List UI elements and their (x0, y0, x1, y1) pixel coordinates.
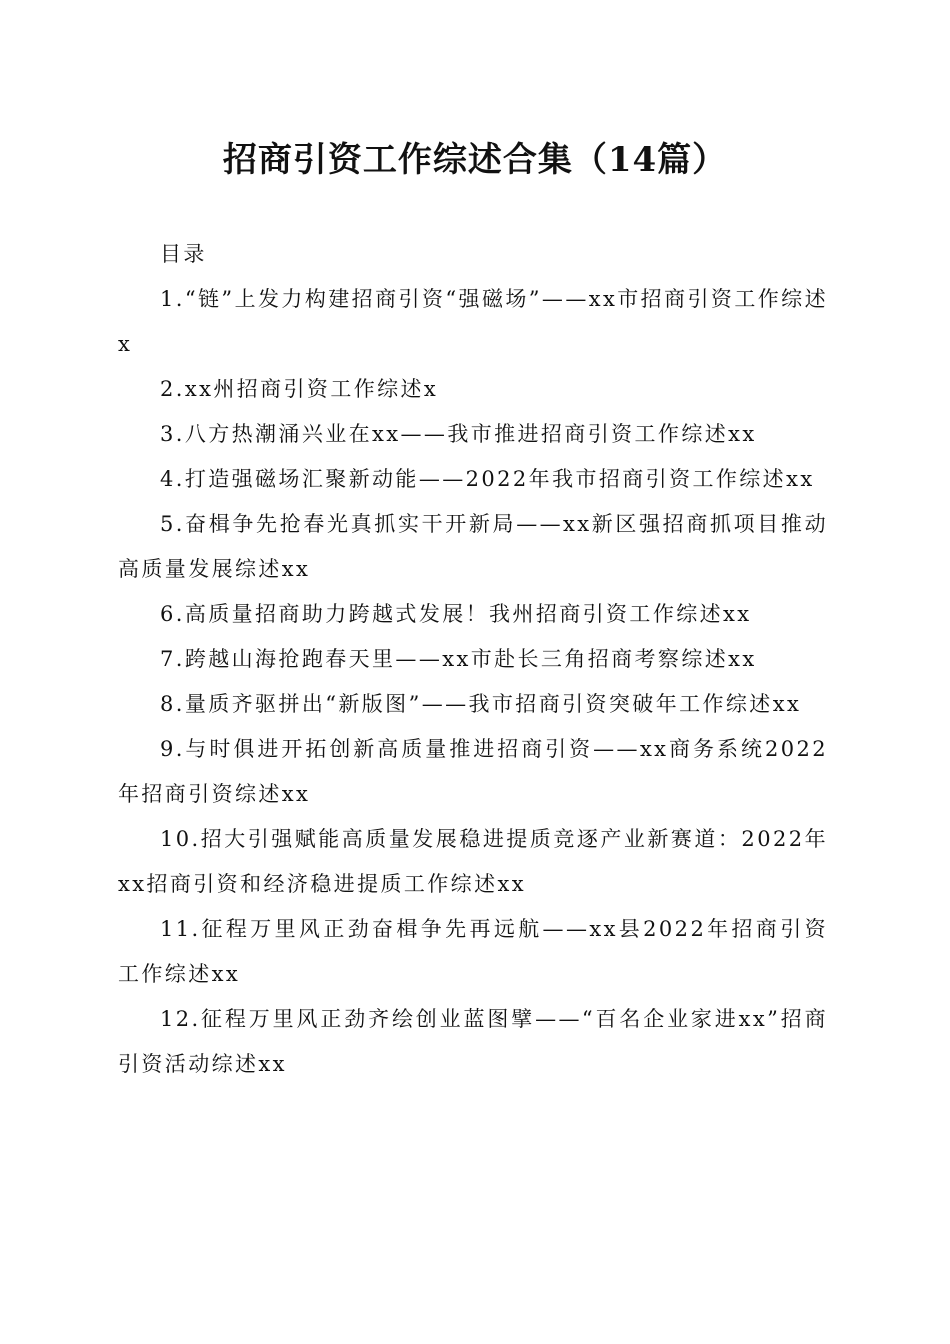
toc-item-6[interactable]: 6.高质量招商助力跨越式发展！我州招商引资工作综述xx (160, 602, 752, 626)
toc-item-11[interactable]: 11.征程万里风正劲奋楫争先再远航——xx县2022年招商引资工作综述xx (118, 917, 828, 986)
toc-heading: 目录 (160, 242, 207, 266)
toc-item-2[interactable]: 2.xx州招商引资工作综述x (160, 377, 439, 401)
toc-item-10[interactable]: 10.招大引强赋能高质量发展稳进提质竞逐产业新赛道：2022年xx招商引资和经济稳进提质工作综述xx (118, 827, 828, 896)
toc-item-8[interactable]: 8.量质齐驱拼出“新版图”——我市招商引资突破年工作综述xx (160, 692, 802, 716)
toc-item-3[interactable]: 3.八方热潮涌兴业在xx——我市推进招商引资工作综述xx (160, 422, 757, 446)
toc-item-12[interactable]: 12.征程万里风正劲齐绘创业蓝图擘——“百名企业家进xx”招商引资活动综述xx (118, 1007, 828, 1076)
toc-item-1[interactable]: 1.“链”上发力构建招商引资“强磁场”——xx市招商引资工作综述x (118, 287, 828, 356)
toc-item-4[interactable]: 4.打造强磁场汇聚新动能——2022年我市招商引资工作综述xx (160, 467, 815, 491)
toc-item-5[interactable]: 5.奋楫争先抢春光真抓实干开新局——xx新区强招商抓项目推动高质量发展综述xx (118, 512, 828, 581)
document-title: 招商引资工作综述合集（14篇） (222, 140, 728, 180)
toc-item-9[interactable]: 9.与时俱进开拓创新高质量推进招商引资——xx商务系统2022年招商引资综述xx (118, 737, 828, 806)
table-of-contents (118, 232, 828, 1087)
toc-item-7[interactable]: 7.跨越山海抢跑春天里——xx市赴长三角招商考察综述xx (160, 647, 757, 671)
